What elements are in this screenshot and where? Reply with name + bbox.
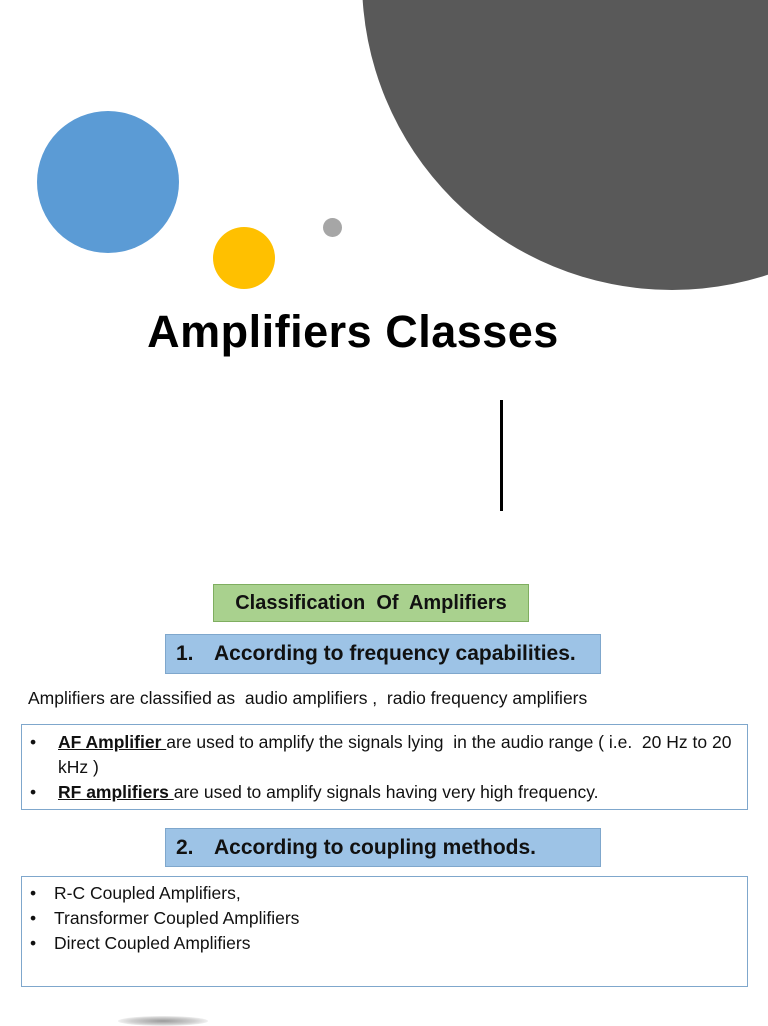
- section1-intro: Amplifiers are classified as audio amplifiers , radio frequency amplifiers: [28, 688, 588, 708]
- vertical-divider-line: [500, 400, 503, 511]
- bottom-shadow-decoration: [118, 1016, 208, 1026]
- yellow-circle-decoration: [213, 227, 275, 289]
- af-amplifier-term: AF Amplifier: [58, 732, 167, 752]
- dark-gray-circle-decoration: [362, 0, 768, 290]
- list-item-text: R-C Coupled Amplifiers,: [54, 883, 241, 903]
- bullet-icon: •: [30, 782, 37, 802]
- list-item-body: [58, 730, 739, 780]
- list-item-direct-coupled: [30, 931, 739, 956]
- section2-heading-text: According to coupling methods.: [214, 835, 536, 859]
- list-item-rc-coupled: [30, 881, 739, 906]
- classification-heading-text: Classification Of Amplifiers: [235, 591, 507, 614]
- page-title: Amplifiers Classes: [147, 306, 559, 357]
- rf-amplifier-description: are used to amplify signals having very high frequency.: [173, 782, 599, 802]
- list-item-body: [58, 780, 599, 805]
- section1-number: 1.: [176, 642, 194, 665]
- list-item-transformer-coupled: [30, 906, 739, 931]
- af-amplifier-description: are used to amplify the signals lying in the audio range ( i.e. 20 Hz to 20 kHz ): [58, 732, 737, 777]
- section2-number: 2.: [176, 835, 194, 859]
- rf-amplifier-term: RF amplifiers: [58, 782, 174, 802]
- frequency-classes-panel: [21, 724, 748, 810]
- coupling-methods-panel: [21, 876, 748, 987]
- list-item-af-amplifier: [30, 730, 739, 780]
- list-item-rf-amplifier: [30, 780, 739, 805]
- bullet-icon: •: [30, 732, 37, 752]
- bullet-icon: •: [30, 933, 37, 953]
- bullet-icon: •: [30, 908, 37, 928]
- list-item-text: Direct Coupled Amplifiers: [54, 933, 251, 953]
- classification-heading: [213, 584, 529, 622]
- section1-heading-text: According to frequency capabilities.: [214, 642, 576, 665]
- section1-heading: [165, 634, 601, 674]
- list-item-text: Transformer Coupled Amplifiers: [54, 908, 300, 928]
- bullet-icon: •: [30, 883, 37, 903]
- section2-heading: [165, 828, 601, 867]
- blue-circle-decoration: [37, 111, 179, 253]
- gray-dot-decoration: [323, 218, 342, 237]
